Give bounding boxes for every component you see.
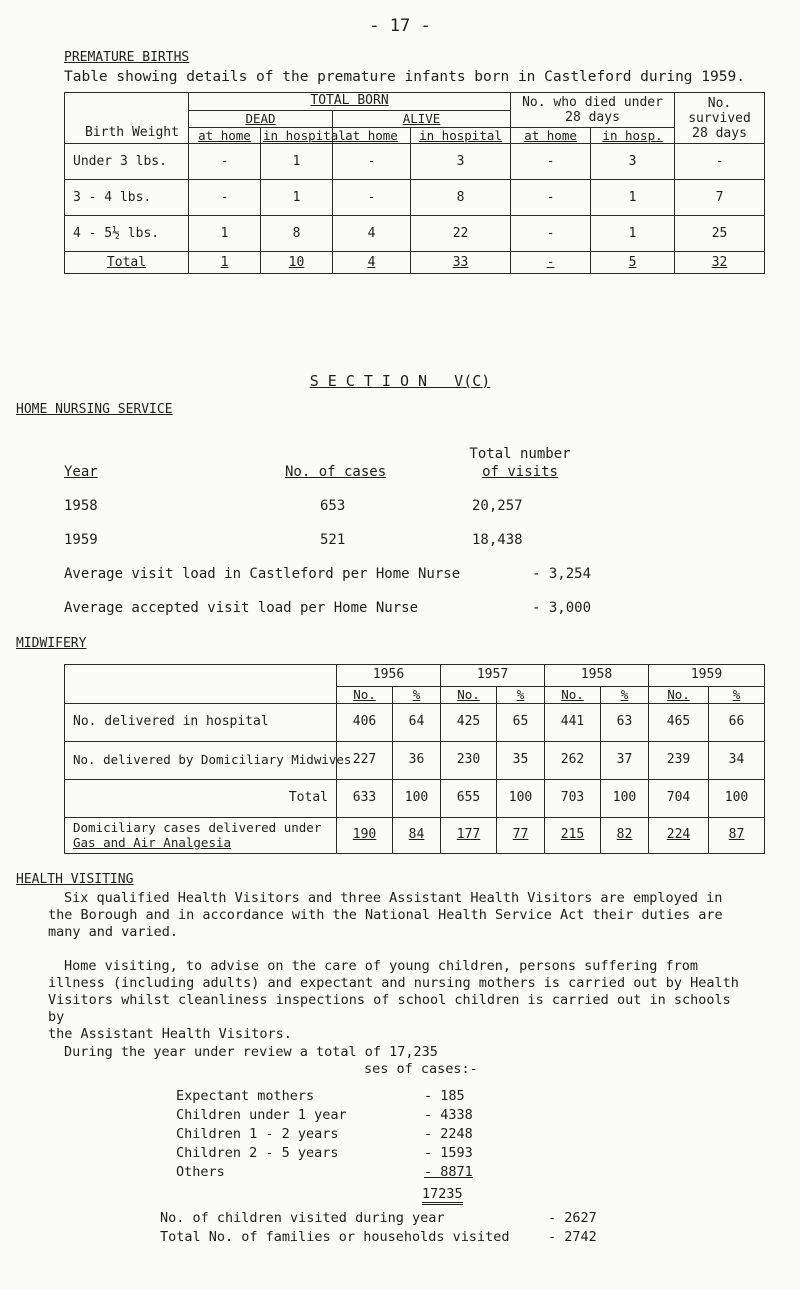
cell: 177 [441, 817, 497, 853]
cell: 425 [441, 703, 497, 741]
home-nursing-heading: HOME NURSING SERVICE [16, 402, 173, 417]
accepted-load-label: Average accepted visit load per Home Nurse [64, 600, 419, 616]
cell: 10 [261, 252, 333, 274]
cell: 22 [411, 216, 511, 252]
avg-load-label: Average visit load in Castleford per Home Nurse [64, 566, 461, 582]
cell: 36 [393, 741, 441, 779]
table-row-total [65, 779, 765, 817]
total-born-header: TOTAL BORN [189, 93, 511, 111]
list-value: - 2248 [424, 1126, 473, 1142]
paragraph-line: the Borough and in accordance with the National Health Service Act their duties are [48, 907, 723, 923]
birth-weight-header: Birth Weight [65, 93, 189, 144]
paragraph-line: many and varied. [48, 924, 179, 940]
alive-in-hospital-header: in hospital [411, 127, 511, 144]
cell: 1 [189, 252, 261, 274]
pct-header: % [393, 687, 441, 704]
cell: 8 [411, 180, 511, 216]
avg-load-value: - 3,254 [532, 566, 592, 582]
list-item [176, 1107, 536, 1125]
no-header: No. [337, 687, 393, 704]
page-number: - 17 - [369, 16, 431, 36]
cell: 633 [337, 779, 393, 817]
paragraph-line: During the year under review a total of 17,235 [64, 1044, 438, 1060]
premature-births-caption: Table showing details of the premature infants born in Castleford during 1959. [64, 69, 745, 85]
year-header-1957: 1957 [441, 665, 545, 687]
cell: 215 [545, 817, 601, 853]
cell: - [333, 180, 411, 216]
pct-header: % [709, 687, 765, 704]
list-label: Expectant mothers [176, 1088, 315, 1104]
midwifery-table [64, 664, 765, 854]
list-item [176, 1088, 536, 1106]
paragraph-line: the Assistant Health Visitors. [48, 1026, 292, 1042]
cell: 64 [393, 703, 441, 741]
health-visiting-heading: HEALTH VISITING [16, 872, 134, 887]
paragraph-2 [48, 958, 748, 1043]
section-title: S E C T I O N V(C) [309, 372, 491, 390]
cell: 1 [591, 180, 675, 216]
cases-header: No. of cases [285, 464, 387, 480]
cases-value: 653 [320, 498, 346, 514]
cell: 100 [393, 779, 441, 817]
cell: - [675, 144, 765, 180]
cell: 406 [337, 703, 393, 741]
list-label: Children 1 - 2 years [176, 1126, 339, 1142]
year-header-1959: 1959 [649, 665, 765, 687]
dead-at-home-header: at home [189, 127, 261, 144]
row-label: No. delivered by Domiciliary Midwives [65, 741, 337, 779]
died-in-hosp-header: in hosp. [591, 127, 675, 144]
no-header: No. [649, 687, 709, 704]
paragraph-line: Six qualified Health Visitors and three Assistant Health Visitors are employed in [64, 890, 723, 906]
families-visited-value: - 2742 [548, 1229, 597, 1245]
visits-header-line2: of visits [482, 464, 558, 480]
row-label: Under 3 lbs. [65, 144, 189, 180]
table-row [65, 216, 765, 252]
cell: 4 [333, 252, 411, 274]
cell: 77 [497, 817, 545, 853]
list-value: - 8871 [424, 1164, 473, 1180]
list-value: - 4338 [424, 1107, 473, 1123]
no-header: No. [441, 687, 497, 704]
cell: 33 [411, 252, 511, 274]
dead-in-hospital-header: in hospital [261, 127, 333, 144]
table-row-total [65, 252, 765, 274]
cell: 35 [497, 741, 545, 779]
table-row [65, 741, 765, 779]
cell: - [333, 144, 411, 180]
table-row [65, 703, 765, 741]
year-value: 1958 [64, 498, 98, 514]
children-visited-value: - 2627 [548, 1210, 597, 1226]
cell: 190 [337, 817, 393, 853]
cell: 25 [675, 216, 765, 252]
row-label [65, 817, 337, 853]
paragraph-line: Home visiting, to advise on the care of young children, persons suffering from [64, 958, 698, 974]
cell: - [511, 252, 591, 274]
cell: - [189, 144, 261, 180]
paragraph-line: Visitors whilst cleanliness inspections of school children is carried out in schools by [48, 992, 731, 1025]
cell: 82 [601, 817, 649, 853]
survived-28-header: No. survived 28 days [675, 93, 765, 144]
families-visited-label: Total No. of families or households visited [160, 1229, 510, 1245]
died-under-28-header: No. who died under 28 days [511, 93, 675, 128]
list-label: Others [176, 1164, 225, 1180]
row-label: 3 - 4 lbs. [65, 180, 189, 216]
accepted-load-value: - 3,000 [532, 600, 592, 616]
list-item [64, 532, 664, 552]
cell: 66 [709, 703, 765, 741]
year-header-1956: 1956 [337, 665, 441, 687]
pct-header: % [601, 687, 649, 704]
list-value: - 185 [424, 1088, 465, 1104]
list-item [176, 1126, 536, 1144]
cell: 100 [709, 779, 765, 817]
row-label-line2: Gas and Air Analgesia [73, 835, 232, 851]
cell: 465 [649, 703, 709, 741]
cell: 655 [441, 779, 497, 817]
year-value: 1959 [64, 532, 98, 548]
cell: 703 [545, 779, 601, 817]
cell: 37 [601, 741, 649, 779]
cell: 100 [497, 779, 545, 817]
premature-births-table [64, 92, 765, 274]
cell: 224 [649, 817, 709, 853]
row-label: No. delivered in hospital [65, 703, 337, 741]
cell: 65 [497, 703, 545, 741]
cell: 5 [591, 252, 675, 274]
pct-header: % [497, 687, 545, 704]
cell: 262 [545, 741, 601, 779]
list-item [176, 1145, 536, 1163]
cell: 1 [591, 216, 675, 252]
cell: 1 [261, 180, 333, 216]
cell: - [511, 216, 591, 252]
cell: 4 [333, 216, 411, 252]
cell: 84 [393, 817, 441, 853]
table-row [65, 817, 765, 853]
midwifery-corner [65, 665, 337, 704]
year-header-1958: 1958 [545, 665, 649, 687]
list-label: Children under 1 year [176, 1107, 347, 1123]
cell: 63 [601, 703, 649, 741]
children-visited-label: No. of children visited during year [160, 1210, 445, 1226]
cell: 3 [411, 144, 511, 180]
visits-value: 18,438 [472, 532, 523, 548]
cell: 441 [545, 703, 601, 741]
alive-at-home-header: at home [333, 127, 411, 144]
cell: 3 [591, 144, 675, 180]
list-value: - 1593 [424, 1145, 473, 1161]
list-label: Children 2 - 5 years [176, 1145, 339, 1161]
table-row [65, 144, 765, 180]
dead-header: DEAD [189, 111, 333, 128]
no-header: No. [545, 687, 601, 704]
cell: 8 [261, 216, 333, 252]
row-label: Total [65, 779, 337, 817]
cell: 227 [337, 741, 393, 779]
cell: 87 [709, 817, 765, 853]
cell: 1 [261, 144, 333, 180]
list-item [176, 1164, 536, 1182]
cell: 7 [675, 180, 765, 216]
row-label: Total [65, 252, 189, 274]
cell: - [511, 144, 591, 180]
paragraph-line: ses of cases:- [364, 1061, 478, 1077]
cell: - [511, 180, 591, 216]
premature-births-heading: PREMATURE BIRTHS [64, 50, 190, 65]
visits-value: 20,257 [472, 498, 523, 514]
year-header: Year [64, 464, 98, 480]
cell: 704 [649, 779, 709, 817]
list-item [64, 498, 664, 518]
cell: 1 [189, 216, 261, 252]
cell: - [189, 180, 261, 216]
cell: 34 [709, 741, 765, 779]
died-at-home-header: at home [511, 127, 591, 144]
paragraph-line: illness (including adults) and expectant and nursing mothers is carried out by Health [48, 975, 739, 991]
alive-header: ALIVE [333, 111, 511, 128]
midwifery-heading: MIDWIFERY [16, 636, 87, 651]
cell: 32 [675, 252, 765, 274]
paragraph-1 [48, 890, 748, 941]
cell: 230 [441, 741, 497, 779]
visits-header-line1: Total number [469, 446, 571, 462]
cell: 100 [601, 779, 649, 817]
row-label: 4 - 5½ lbs. [65, 216, 189, 252]
row-label-line1: Domiciliary cases delivered under [73, 820, 322, 836]
paragraph-3 [48, 1044, 748, 1078]
cell: 239 [649, 741, 709, 779]
cases-value: 521 [320, 532, 346, 548]
table-row [65, 180, 765, 216]
list-total: 17235 [422, 1186, 463, 1205]
